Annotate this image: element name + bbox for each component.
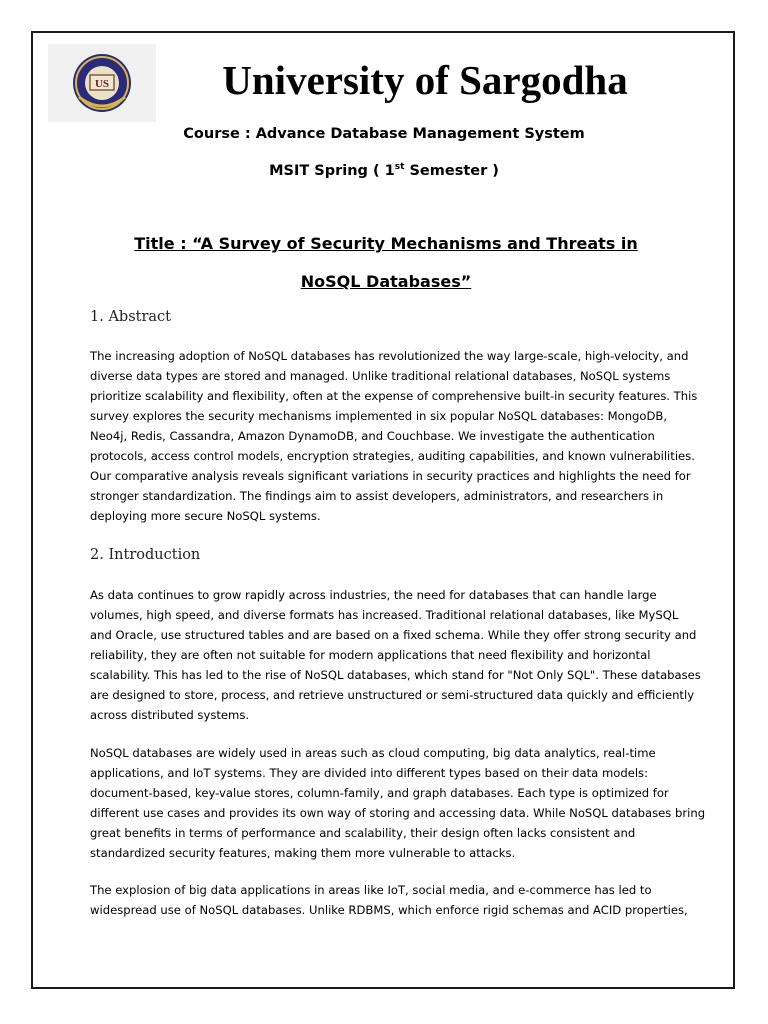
university-name: University of Sargodha [222, 57, 628, 103]
university-logo [48, 44, 156, 122]
course-name: Course : Advance Database Management System [183, 126, 585, 142]
introduction-paragraph-1: As data continues to grow rapidly across industries, the need for databases that can handle large volumes, high speed, and diverse formats has increased. Traditional relational databases, like MySQL and Oracle, use structured tables and are based on a fixed schema. While they offer strong security and reliability, they are often not suitable for modern applications that need flexibility and horizontal scalability. This has led to the rise of NoSQL databases, which stand for "Not Only SQL". These databases are designed to store, process, and retrieve unstructured or semi-structured data quickly and efficiently across distributed systems. [90, 588, 701, 722]
abstract-paragraph: The increasing adoption of NoSQL databases has revolutionized the way large-scale, high-velocity, and diverse data types are stored and managed. Unlike traditional relational databases, NoSQL systems prioritize scalability and flexibility, often at the expense of comprehensive built-in security features. This survey explores the security mechanisms implemented in six popular NoSQL databases: MongoDB, Neo4j, Redis, Cassandra, Amazon DynamoDB, and Couchbase. We investigate the authentication protocols, access control models, encryption strategies, auditing capabilities, and known vulnerabilities. Our comparative analysis reveals significant variations in security practices and highlights the need for stronger standardization. The findings aim to assist developers, administrators, and researchers in deploying more secure NoSQL systems. [90, 349, 698, 523]
seal-icon [69, 53, 135, 113]
semester-line: MSIT Spring ( 1st Semester ) [269, 162, 499, 179]
abstract-heading: 1. Abstract [90, 309, 171, 325]
introduction-paragraph-2: NoSQL databases are widely used in areas such as cloud computing, big data analytics, real-time applications, and IoT systems. They are divided into different types based on their data models: document-based, key-value stores, column-family, and graph databases. Each type is optimized for different use cases and provides its own way of storing and accessing data. While NoSQL databases bring great benefits in terms of performance and scalability, their design often lacks consistent and standardized security features, making them more vulnerable to attacks. [90, 746, 706, 860]
svg-text:US: US [94, 78, 110, 90]
introduction-paragraph-3: The explosion of big data applications in areas like IoT, social media, and e-commerce has led to widespread use of NoSQL databases. Unlike RDBMS, which enforce rigid schemas and ACID properties, [90, 883, 688, 917]
document-title-line-1: Title : “A Survey of Security Mechanisms and Threats in [134, 234, 638, 253]
introduction-heading: 2. Introduction [90, 547, 201, 563]
document-title-line-2: NoSQL Databases” [300, 272, 472, 291]
